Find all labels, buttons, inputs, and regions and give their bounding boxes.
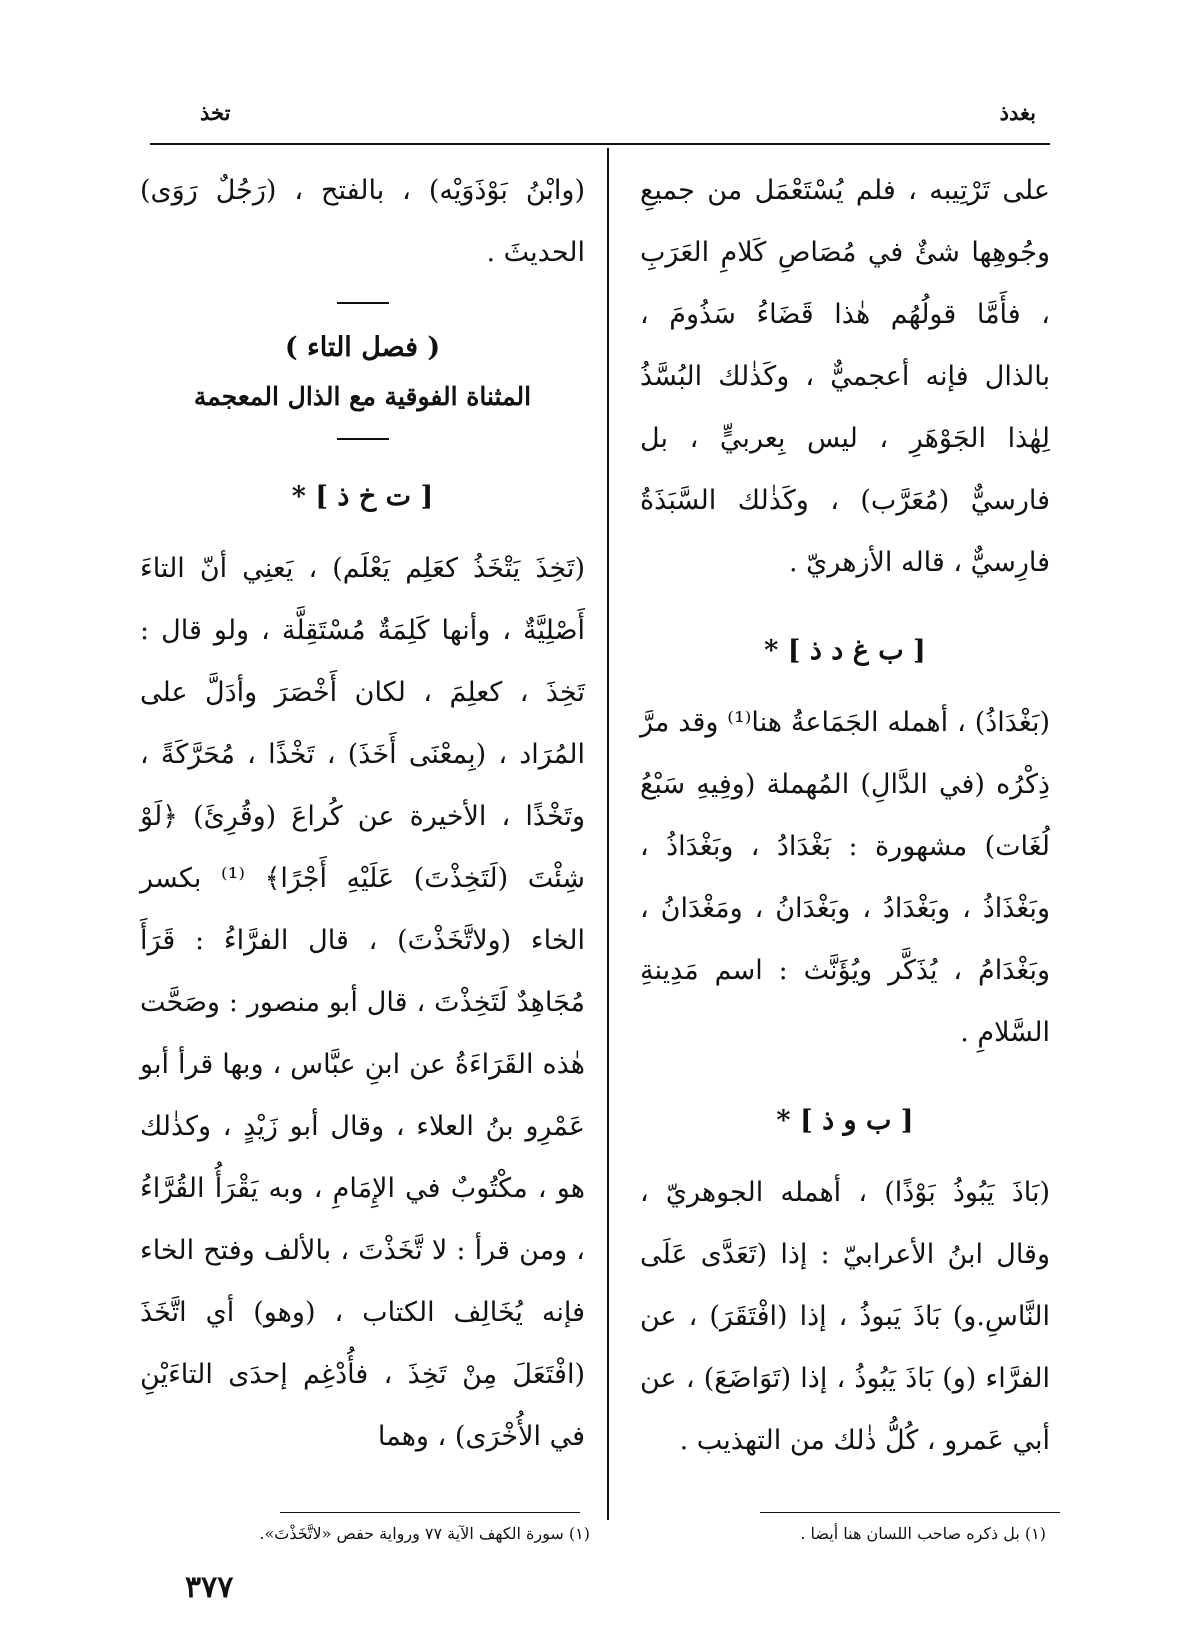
entry-continuation-text: (وابْنُ بَوْذَوَيْه) ، بالفتح ، (رَجُلٌ رَوَى) الحديثَ .	[140, 175, 585, 268]
page-number: ٣٧٧	[185, 1570, 234, 1605]
footnote-left: (١) سورة الكهف الآية ٧٧ ورواية حفص «لاتَّخَذْتَ».	[259, 1524, 590, 1543]
footnote-rule-left	[280, 1512, 580, 1513]
running-head-left: تخذ	[200, 100, 231, 125]
entry-text-bghdh: (بَغْدَاذُ) ، أهمله الجَمَاعةُ هنا⁽¹⁾ وقد مرَّ ذِكْرُه (في الدَّالِ) المُهملة (وفِيهِ سَبْعُ لُغَات) مشهورة : بَغْدَادُ ، وبَغْدَاذُ ، وبَغْذَاذُ ، وبَغْدَادُ ، وبَغْدَانُ ، ومَغْدَانُ ، وبَغْدَامُ ، يُذَكَّر ويُؤَنَّث : اسم مَدِينةِ السَّلامِ .	[640, 707, 1051, 1048]
section-rule-top	[337, 302, 389, 304]
entry-text-tkhdh: (تَخِذَ يَتْخَذُ كعَلِم يَعْلَم) ، يَعنِي أنّ التاءَ أَصْلِيَّةٌ ، وأنها كَلِمَةٌ مُسْتَقِلَّة ، ولو قال : تَخِذَ ، كعلِمَ ، لكان أَخْصَرَ وأدَلَّ على المُرَاد ، (بِمعْنَى أَخَذَ) ، تَخْذًا ، مُحَرَّكَةً ، وتَخْذًا ، الأخيرة عن كُراعَ (وقُرِئَ) ﴿لَوْ شِئْتَ (لَتَخِذْتَ) عَلَيْهِ أَجْرًا﴾ ⁽¹⁾ بكسر الخاء (ولاتَّخَذْتَ) ، قال الفرَّاءُ : قَرَأَ مُجَاهِدٌ لَتَخِذْتَ ، قال أبو منصور : وصَحَّت هٰذه القَرَاءَةُ عن ابنِ عبَّاس ، وبها قرأ أبو عَمْرِو بنُ العلاء ، وقال أبو زَيْدٍ ، وكذٰلك هو ، مكْتُوبٌ في الإِمَامِ ، وبه يَقْرَأُ القُرَّاءُ ، ومن قرأ : لا تَّخَذْتَ ، بالألف وفتح الخاء فإنه يُخَالِف الكتاب ، (وهو) أي اتَّخَذَ (افْتَعَلَ مِنْ تَخِذَ ، فأُدْغِم إحدَى التاءَيْنِ في الأُخْرَى) ، وهما	[140, 553, 585, 1452]
entry-text-bwdh: (بَاذَ يَبُوذُ بَوْذًا) ، أهمله الجوهريّ ، وقال ابنُ الأعرابيّ : إذا (تَعَدَّى عَلَى النَّاسِ.و) بَاذَ يَبوذُ ، إذا (افْتَقَرَ) ، عن الفرَّاء (و) بَاذَ يَبُوذُ ، إذا (تَوَاضَعَ) ، عن أبي عَمرو ، كُلُّ ذٰلك من التهذيب .	[640, 1177, 1050, 1456]
section-title: ( فصل التاء )	[284, 332, 441, 363]
section-rule-bottom	[337, 438, 389, 440]
entry-headword-bwdh: [ ب و ذ ] *	[776, 1105, 914, 1136]
entry-continuation-text: على تَرْتِيبه ، فلم يُسْتَعْمَل من جميعِ وجُوهِها شئٌ في مُصَاصِ كَلامِ العَرَبِ ، فأَمَّا قولُهُم هٰذا قَضَاءُ سَذُومَ ، بالذال فإنه أعجميٌّ ، وكَذٰلك البُسَّذُ لِهٰذا الجَوْهَرِ ، ليس بِعربيٍّ ، بل فارسيٌّ (مُعَرَّب) ، وكَذٰلك السَّبَذَةُ فارِسيٌّ ، قاله الأزهريّ .	[640, 175, 1050, 578]
header-rule	[150, 143, 1050, 145]
entry-headword-tkhdh: [ ت خ ذ ] *	[291, 481, 434, 512]
footnote-rule-right	[760, 1512, 1060, 1513]
footnote-right: (١) بل ذكره صاحب اللسان هنا أيضا .	[800, 1524, 1046, 1543]
running-head-right: بغدذ	[999, 100, 1036, 125]
right-column	[640, 160, 1050, 1472]
column-divider	[607, 148, 609, 1520]
section-subtitle: المثناة الفوقية مع الذال المعجمة	[193, 382, 532, 411]
left-column	[140, 160, 585, 1468]
entry-headword-bghdh: [ ب غ د ذ ] *	[764, 635, 926, 666]
